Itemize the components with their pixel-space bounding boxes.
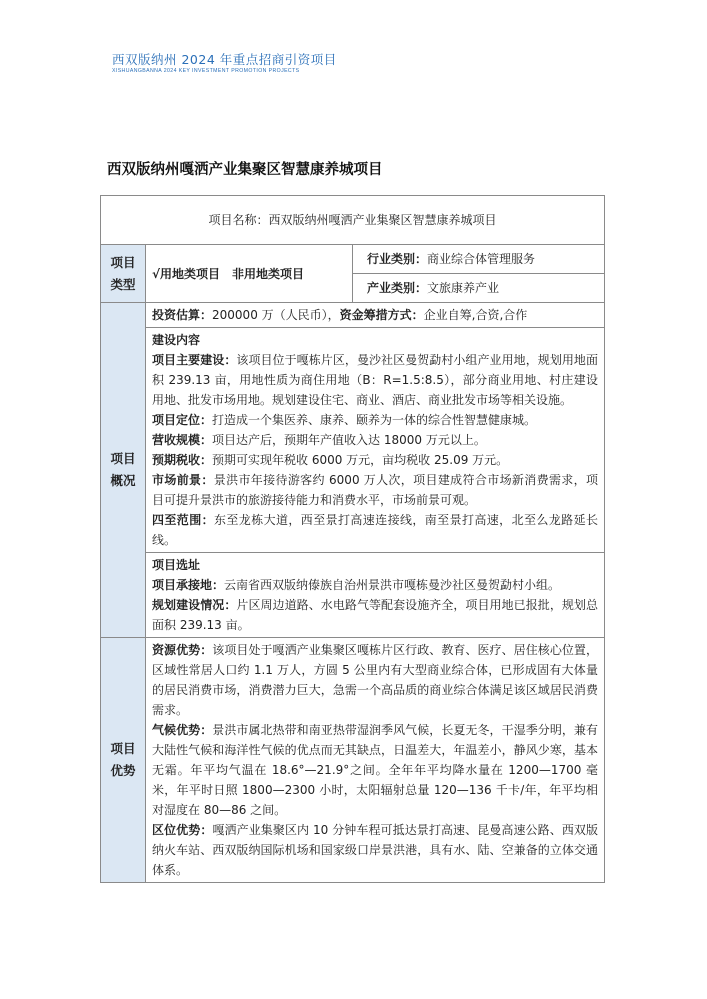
page-header <box>112 52 337 74</box>
industry-value: 商业综合体管理服务 <box>427 252 536 266</box>
positioning-value: 打造成一个集医养、康养、颐养为一体的综合性智慧健康城。 <box>212 413 537 427</box>
location-value: 嘎洒产业集聚区内 10 分钟车程可抵达景打高速、昆曼高速公路、西双版纳火车站、西双版纳国际机场和国家级口岸景洪港，具有水、陆、空兼备的立体交通体系。 <box>152 823 598 877</box>
location <box>152 820 598 880</box>
project-type-label <box>101 245 146 303</box>
resource-label: 资源优势： <box>152 643 213 657</box>
advantage-label <box>101 638 146 883</box>
site-value: 云南省西双版纳傣族自治州景洪市嘎栋曼沙社区曼贺勐村小组。 <box>224 578 561 592</box>
tax-label: 预期税收： <box>152 453 213 467</box>
industry-cell <box>353 245 605 274</box>
site <box>152 575 598 595</box>
site-label: 项目承接地： <box>152 578 225 592</box>
document-title: 西双版纳州嘎洒产业集聚区智慧康养城项目 <box>107 162 383 178</box>
site-cell <box>146 553 605 638</box>
overview-label <box>101 303 146 638</box>
advantage-cell <box>146 638 605 883</box>
boundary <box>152 510 598 550</box>
planning-value: 片区周边道路、水电路气等配套设施齐全，项目用地已报批，规划总面积 239.13 亩。 <box>152 598 598 632</box>
investment-value: 200000 万（人民币）， <box>212 308 340 322</box>
revenue-label: 营收规模： <box>152 433 213 447</box>
market-value: 景洪市年接待游客约 6000 万人次，项目建成符合市场新消费需求，项目可提升景洪市的旅游接待能力和消费水平，市场前景可观。 <box>152 473 598 507</box>
advantage-label-text: 项目优势 <box>110 741 136 778</box>
funding-label: 资金筹措方式： <box>339 308 424 322</box>
sector-cell <box>353 274 605 303</box>
main-construction <box>152 350 598 410</box>
project-type-label-text: 项目类型 <box>110 254 136 292</box>
resource-value: 该项目处于嘎洒产业集聚区嘎栋片区行政、教育、医疗、居住核心位置，区域性常居人口约 1.1 万人，方圆 5 公里内有大型商业综合体，已形成固有大体量的居民消费市场，消费潜力巨大，急需一个高品质的商业综合体满足该区域居民消费需求。 <box>152 643 598 717</box>
climate-value: 景洪市属北热带和南亚热带湿润季风气候，长夏无冬，干湿季分明，兼有大陆性气候和海洋性气候的优点而无其缺点，日温差大，年温差小，静风少寒，基本无霜。年平均气温在 18.6°—21.9°之间。全年年平均降水量在 1200—1700 毫米，年平时日照 1800—2300 小时，太阳辐射总量 120—136 千卡/年，年平均相对湿度在 80—86 之间。 <box>152 723 598 817</box>
resource <box>152 640 598 720</box>
climate <box>152 720 598 820</box>
construction-row <box>101 328 605 553</box>
header-title: 西双版纳州 2024 年重点招商引资项目 <box>112 52 337 67</box>
industry-label: 行业类别： <box>367 252 428 266</box>
planning <box>152 595 598 635</box>
overview-label-text: 项目概况 <box>110 451 136 488</box>
sector-label: 产业类别： <box>367 281 428 295</box>
investment-label: 投资估算： <box>152 308 213 322</box>
site-row <box>101 553 605 638</box>
funding-value: 企业自筹,合资,合作 <box>423 308 528 322</box>
main-construction-label: 项目主要建设： <box>152 353 237 367</box>
location-label: 区位优势： <box>152 823 213 837</box>
site-heading: 项目选址 <box>152 558 201 572</box>
market-label: 市场前景： <box>152 473 214 487</box>
positioning <box>152 410 598 430</box>
tax-value: 预期可实现年税收 6000 万元，亩均税收 25.09 万元。 <box>212 453 509 467</box>
header-subtitle: XISHUANGBANNA 2024 KEY INVESTMENT PROMOTION PROJECTS <box>112 68 300 74</box>
project-name-cell <box>101 196 605 245</box>
planning-label: 规划建设情况： <box>152 598 237 612</box>
project-table <box>100 195 605 883</box>
project-name: 项目名称：西双版纳州嘎洒产业集聚区智慧康养城项目 <box>208 213 497 227</box>
project-type-value-cell <box>146 245 353 303</box>
market <box>152 470 598 510</box>
investment-cell <box>146 303 605 328</box>
investment-row <box>101 303 605 328</box>
climate-label: 气候优势： <box>152 723 213 737</box>
project-type-value: √用地类项目 非用地类项目 <box>152 266 305 281</box>
main-construction-value: 该项目位于嘎栋片区，曼沙社区曼贺勐村小组产业用地，规划用地面积 239.13 亩，用地性质为商住用地（B：R=1.5:8.5），部分商业用地、村庄建设用地、批发市场用地。规划建设住宅、商业、酒店、商业批发市场等相关设施。 <box>152 353 598 407</box>
positioning-label: 项目定位： <box>152 413 213 427</box>
project-type-row <box>101 245 605 274</box>
revenue <box>152 430 598 450</box>
construction-heading: 建设内容 <box>152 333 201 347</box>
project-name-row <box>101 196 605 245</box>
sector-value: 文旅康养产业 <box>427 281 500 295</box>
tax <box>152 450 598 470</box>
construction-cell <box>146 328 605 553</box>
revenue-value: 项目达产后，预期年产值收入达 18000 万元以上。 <box>212 433 486 447</box>
boundary-value: 东至龙栋大道，西至景打高速连接线，南至景打高速，北至么龙路延长线。 <box>152 513 598 547</box>
advantage-row <box>101 638 605 883</box>
boundary-label: 四至范围： <box>152 513 214 527</box>
